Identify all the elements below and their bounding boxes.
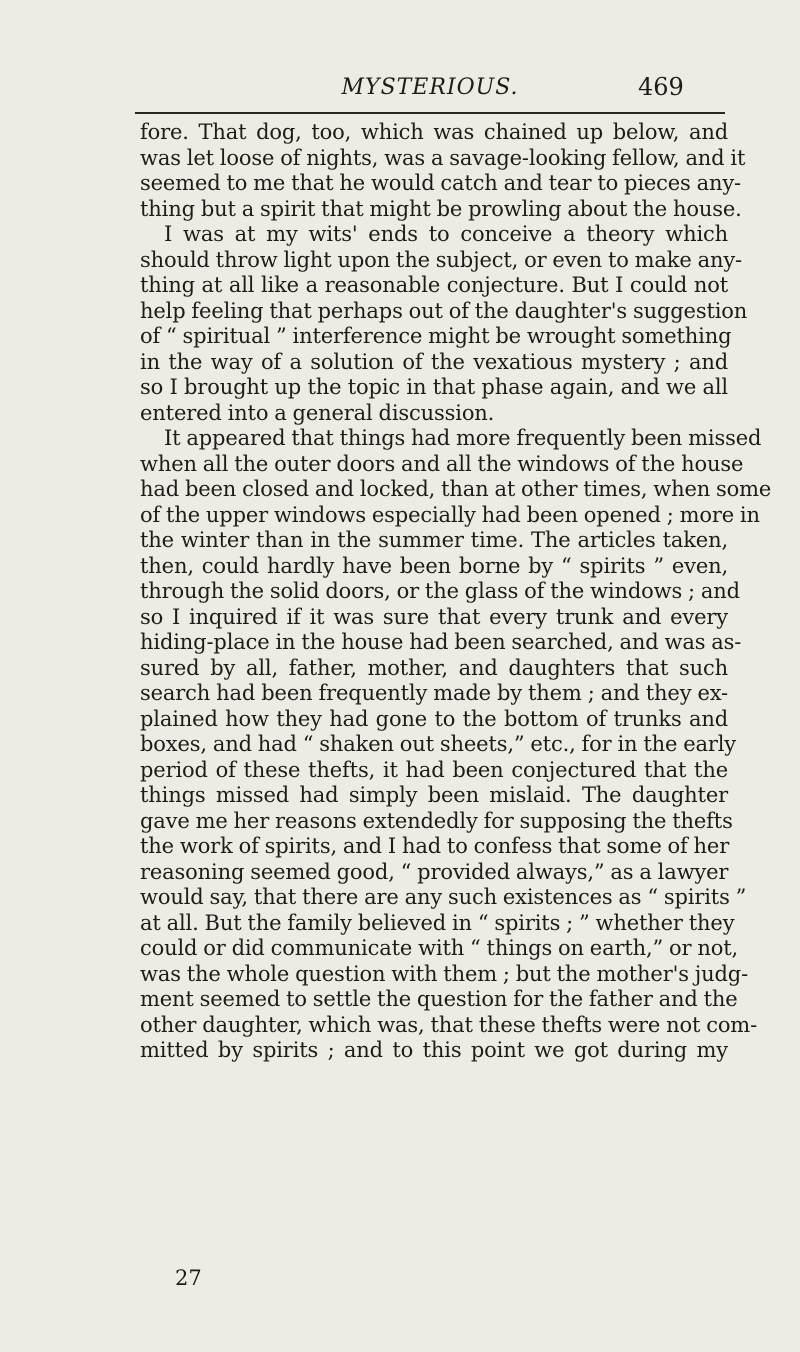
body-text <box>140 120 772 1064</box>
text-line: things missed had simply been mislaid. The daughter <box>140 783 728 807</box>
text-line: I was at my wits' ends to conceive a theory which <box>164 222 728 246</box>
text-line: in the way of a solution of the vexatious mystery ; and <box>140 349 728 374</box>
text-line: would say, that there are any such existences as “ spirits ” <box>140 885 747 909</box>
text-line: should throw light upon the subject, or even to make any- <box>140 247 742 272</box>
text-line: thing but a spirit that might be prowling about the house. <box>140 196 742 221</box>
text-line: other daughter, which was, that these thefts were not com- <box>140 1012 758 1037</box>
text-line: entered into a general discussion. <box>140 400 495 425</box>
text-line: fore. That dog, too, which was chained up below, and <box>140 120 728 144</box>
text-line: could or did communicate with “ things on earth,” or not, <box>140 936 739 960</box>
text-line: so I brought up the topic in that phase again, and we all <box>140 375 728 399</box>
text-line: so I inquired if it was sure that every trunk and every <box>140 604 728 629</box>
text-line: hiding-place in the house had been searched, and was as- <box>140 630 742 654</box>
text-line: reasoning seemed good, “ provided always,” as a lawyer <box>140 859 729 884</box>
text-line: thing at all like a reasonable conjecture. But I could not <box>140 273 728 297</box>
text-line: of “ spiritual ” interference might be wrought something <box>140 324 732 348</box>
header-rule <box>135 112 725 114</box>
text-line: It appeared that things had more frequently been missed <box>164 426 762 450</box>
signature-mark: 27 <box>175 1266 202 1290</box>
text-line: help feeling that perhaps out of the daughter's suggestion <box>140 298 748 323</box>
text-line: gave me her reasons extendedly for supposing the thefts <box>140 808 733 833</box>
text-line: sured by all, father, mother, and daughters that such <box>140 655 728 680</box>
text-line: boxes, and had “ shaken out sheets,” etc., for in the early <box>140 732 737 756</box>
page-number: 469 <box>638 73 684 101</box>
text-line: through the solid doors, or the glass of the windows ; and <box>140 579 740 603</box>
text-line: then, could hardly have been borne by “ spirits ” even, <box>140 553 728 578</box>
text-line: at all. But the family believed in “ spirits ; ” whether they <box>140 910 735 935</box>
text-line: the work of spirits, and I had to confess that some of her <box>140 834 730 858</box>
text-line: mitted by spirits ; and to this point we got during my <box>140 1038 728 1062</box>
running-title: MYSTERIOUS. <box>341 75 519 100</box>
text-line: when all the outer doors and all the windows of the house <box>140 451 744 476</box>
text-line: ment seemed to settle the question for the father and the <box>140 987 738 1011</box>
text-line: was let loose of nights, was a savage-looking fellow, and it <box>140 145 746 170</box>
text-line: had been closed and locked, than at other times, when some <box>140 477 772 501</box>
text-line: of the upper windows especially had been opened ; more in <box>140 502 760 527</box>
text-line: period of these thefts, it had been conjectured that the <box>140 757 728 782</box>
text-line: the winter than in the summer time. The articles taken, <box>140 528 728 552</box>
text-line: seemed to me that he would catch and tear to pieces any- <box>140 171 742 195</box>
text-line: was the whole question with them ; but the mother's judg- <box>140 961 749 986</box>
text-line: search had been frequently made by them ; and they ex- <box>140 681 728 705</box>
text-line: plained how they had gone to the bottom of trunks and <box>140 706 728 731</box>
